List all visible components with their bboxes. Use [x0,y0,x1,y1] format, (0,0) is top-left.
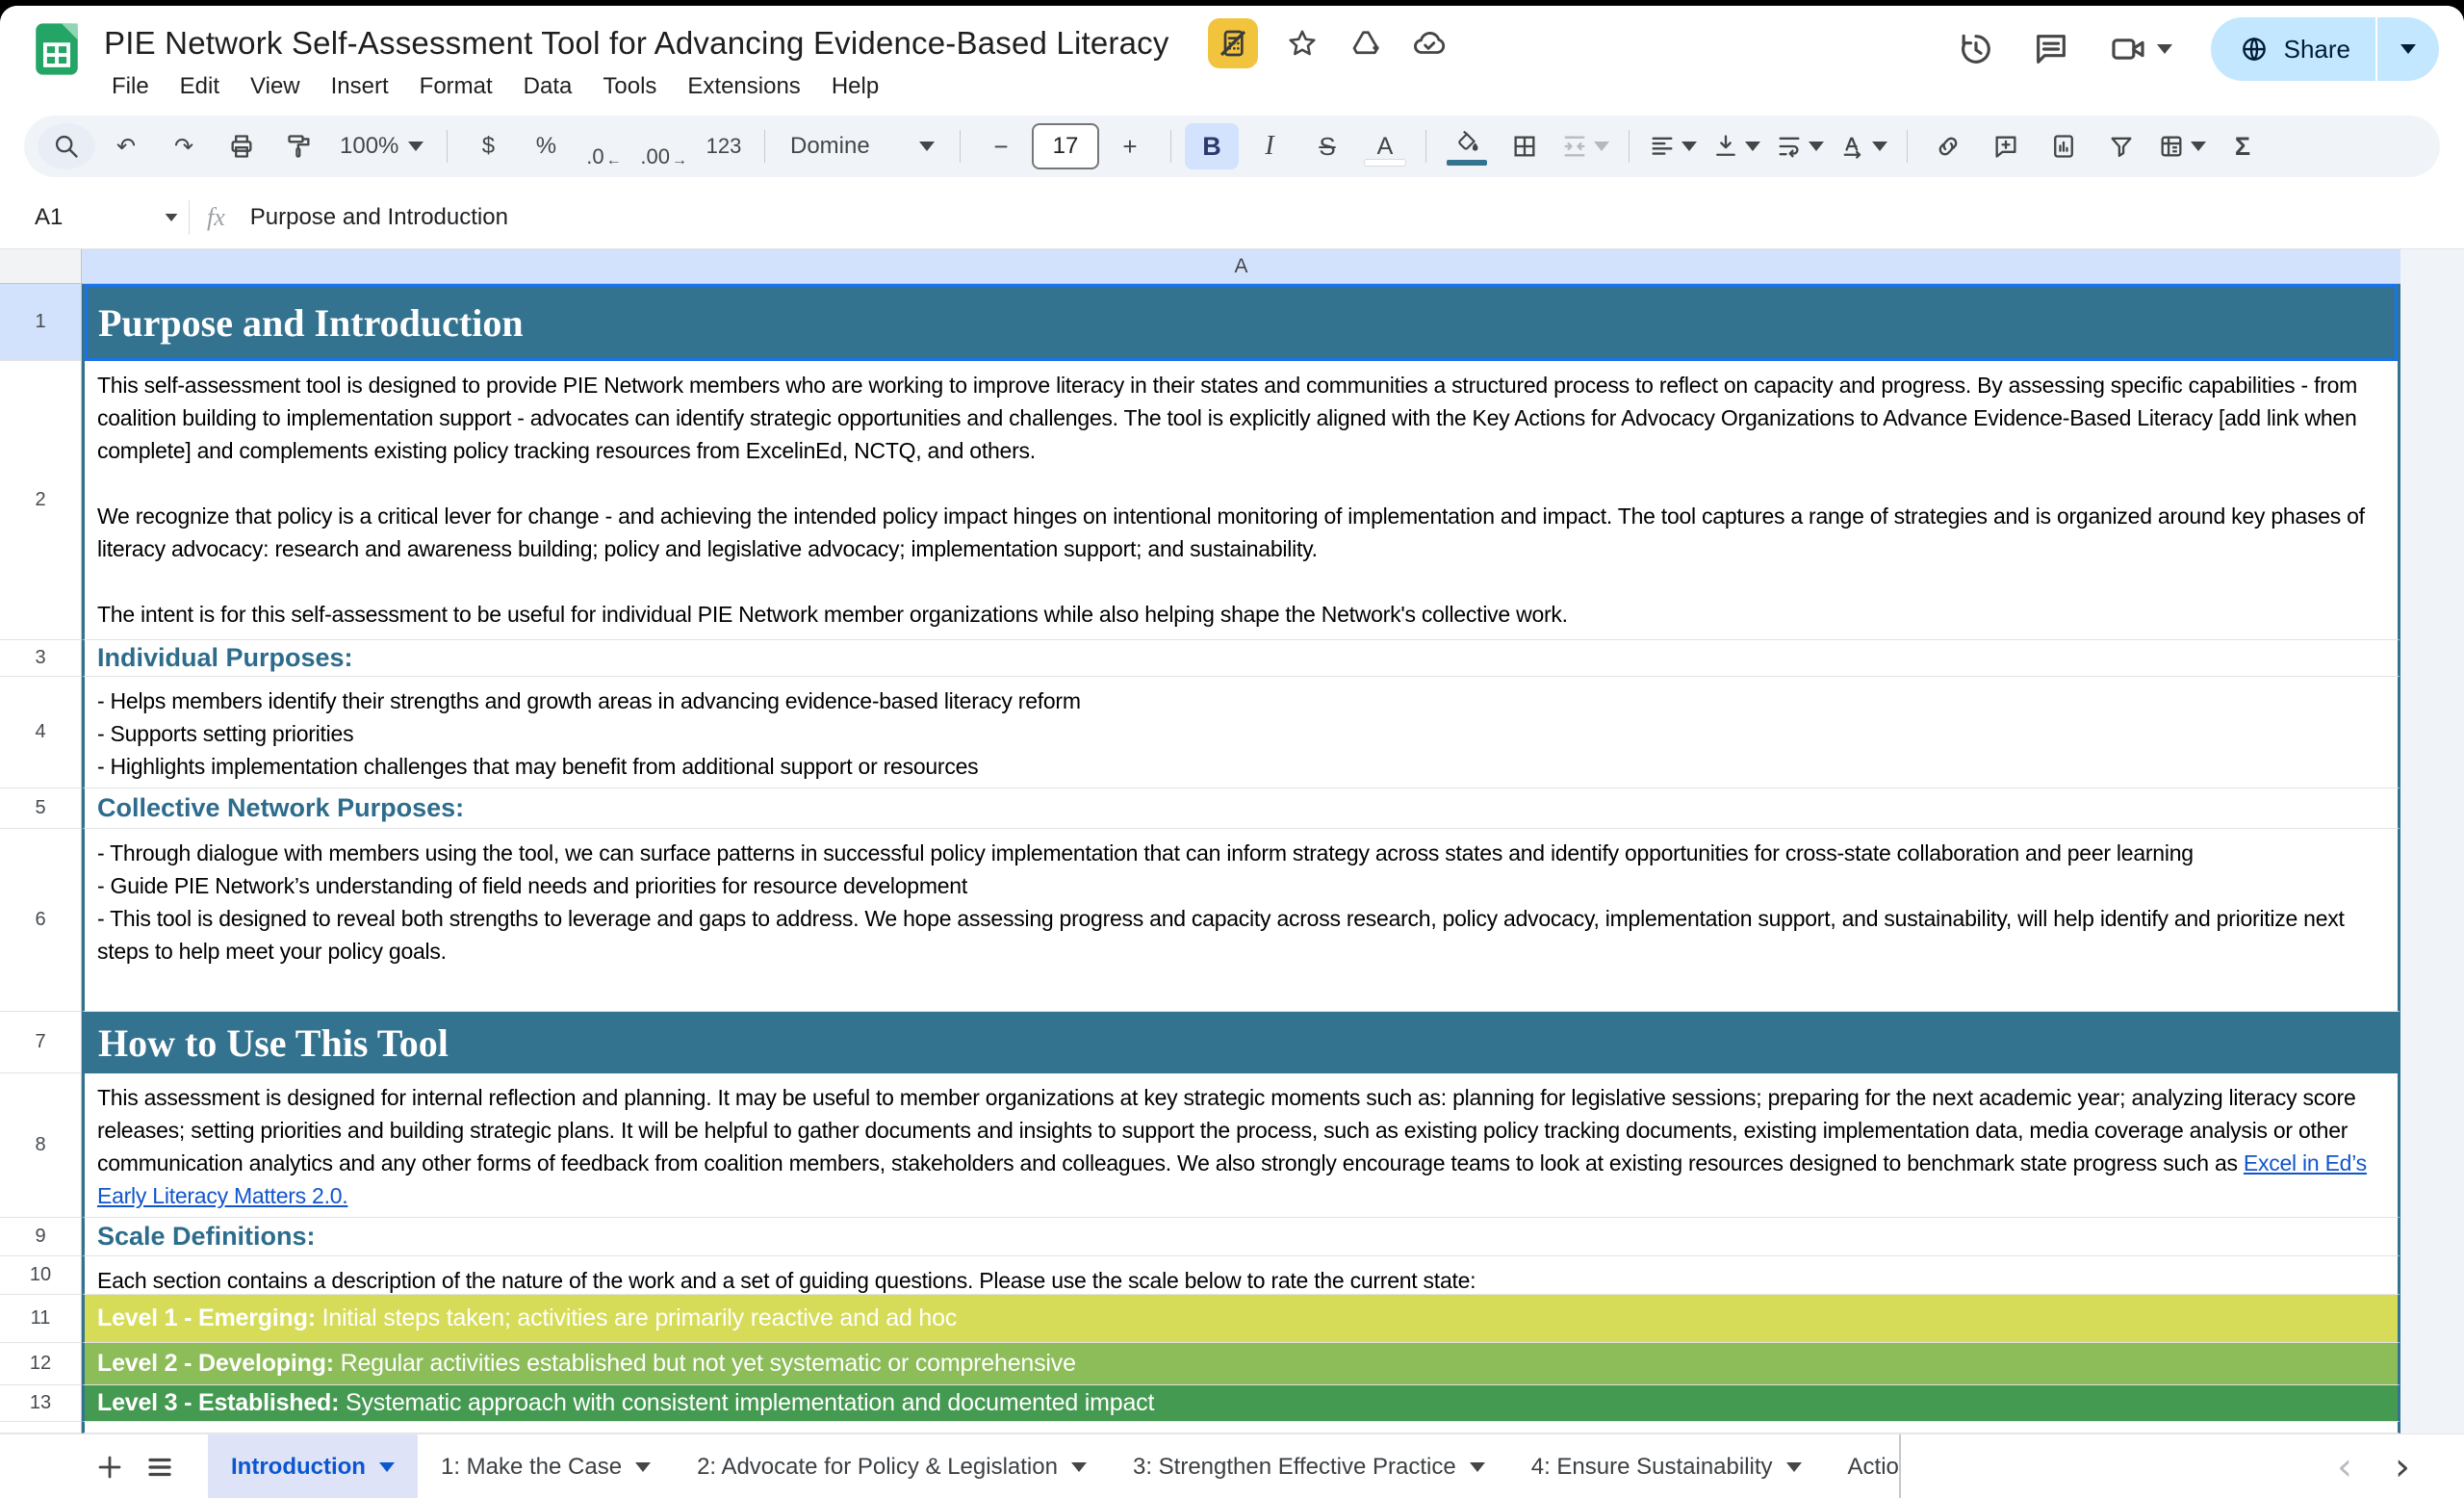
scale-level-description: Regular activities established but not yet systematic or comprehensive [333,1350,1076,1377]
section-text: Scale Definitions: [97,1222,316,1251]
menu-extensions[interactable]: Extensions [687,73,801,99]
format-percent-button[interactable]: % [535,133,557,159]
cell-A13[interactable] [82,1385,2400,1422]
cell-A6[interactable] [82,829,2400,1012]
print-icon[interactable] [215,123,269,169]
menu-file[interactable]: File [112,73,149,99]
cell-A11[interactable] [82,1295,2400,1343]
scroll-tabs-right-icon[interactable]: › [2395,1445,2410,1489]
paragraph: - Supports setting priorities [97,721,354,746]
paragraph: - Through dialogue with members using the tool, we can surface patterns in successful policy implementation that can inform strategy across states and identify opportunities for cross-state collaboration and peer learning [97,840,2194,865]
row-header-7[interactable]: 7 [0,1012,82,1073]
version-history-icon[interactable] [1957,30,1995,68]
sheet-tab-label: 1: Make the Case [440,1454,623,1480]
meet-video-icon[interactable] [2107,30,2174,68]
sheet-tab-label: 3: Strengthen Effective Practice [1132,1454,1456,1480]
row-7 [0,1012,2464,1073]
sheet-tab-actio[interactable] [1825,1434,1901,1498]
bold-button[interactable]: B [1185,123,1239,169]
row-8 [0,1073,2464,1218]
cell-Ax[interactable] [82,1422,2400,1433]
cell-A5[interactable] [82,788,2400,829]
row-header-3[interactable]: 3 [0,640,82,677]
menu-help[interactable]: Help [831,73,880,99]
font-size-input[interactable]: 17 [1032,123,1099,169]
cell-A12[interactable] [82,1343,2400,1385]
italic-button[interactable]: I [1265,131,1274,161]
text-rotation-icon[interactable] [1834,123,1893,169]
all-sheets-menu-button[interactable] [135,1434,185,1498]
text-wrap-icon[interactable] [1770,123,1830,169]
tab-menu-icon[interactable] [1786,1462,1802,1472]
menu-edit[interactable]: Edit [179,73,220,99]
row-header-11[interactable]: 11 [0,1295,82,1343]
zoom-value: 100% [340,133,399,159]
row-header-2[interactable]: 2 [0,361,82,640]
insert-comment-icon[interactable] [1979,123,2033,169]
sheets-logo-icon[interactable] [29,21,85,77]
move-to-drive-icon[interactable] [1347,24,1385,63]
tab-menu-icon[interactable] [635,1462,651,1472]
cell-A2[interactable] [82,361,2400,640]
sheet-tab-label: 2: Advocate for Policy & Legislation [697,1454,1058,1480]
scale-level-description: Systematic approach with consistent implementation and documented impact [339,1389,1155,1416]
share-button[interactable] [2211,17,2375,81]
row-header-1[interactable]: 1 [0,284,82,361]
create-filter-icon[interactable] [2094,123,2148,169]
restricted-calculator-badge-icon [1208,18,1258,68]
font-name: Domine [789,133,870,159]
menu-format[interactable]: Format [419,73,493,99]
fill-color-icon[interactable] [1440,123,1494,169]
strikethrough-button[interactable]: S [1319,131,1336,161]
sheet-tab-label: Introduction [231,1454,366,1480]
row-3 [0,640,2464,677]
functions-button[interactable]: Σ [2234,131,2251,161]
decrease-decimal-button[interactable]: .0 ← [586,144,622,168]
font-select[interactable] [779,123,946,169]
sheet-tab-4-ensure-sustainability[interactable] [1508,1434,1825,1498]
decrease-font-size-button[interactable]: − [993,131,1009,161]
row-1 [0,284,2464,361]
row-header-8[interactable]: 8 [0,1073,82,1218]
paragraph: - Highlights implementation challenges that may benefit from additional support or resources [97,754,979,779]
share-dropdown-button[interactable] [2377,17,2439,81]
star-icon[interactable] [1283,24,1322,63]
row-13 [0,1385,2464,1422]
row-5 [0,788,2464,829]
format-currency-button[interactable]: $ [481,133,496,159]
scale-level-label: Level 2 - Developing: [97,1350,334,1377]
borders-icon[interactable] [1498,123,1552,169]
paragraph: - Helps members identify their strengths and growth areas in advancing evidence-based literacy reform [97,688,1081,713]
row-6 [0,829,2464,1012]
select-all-corner[interactable] [0,249,82,284]
tab-menu-icon[interactable] [1470,1462,1485,1472]
row-2 [0,361,2464,640]
increase-font-size-button[interactable]: + [1122,131,1138,161]
more-formats-button[interactable]: 123 [706,134,742,158]
spreadsheet-grid [0,249,2464,1433]
paragraph: - This tool is designed to reveal both strengths to leverage and gaps to address. We hope assessing progress and capacity across research, policy advocacy, implementation support, and sustainability, will help identify and prioritize next steps to help meet your policy goals. [97,906,2345,964]
paragraph: Each section contains a description of the nature of the work and a set of guiding questions. Please use the scale below to rate the current state: [97,1268,1476,1293]
sheet-tab-3-strengthen-effective-practice[interactable] [1110,1434,1508,1498]
sheet-tab-1-make-the-case[interactable] [418,1434,674,1498]
banner-text: How to Use This Tool [98,1020,449,1065]
name-box[interactable] [0,204,179,231]
insert-chart-icon[interactable] [2037,123,2091,169]
menu-tools[interactable]: Tools [603,73,657,99]
sheet-tab-label: 4: Ensure Sustainability [1530,1454,1773,1480]
cell-A3[interactable] [82,640,2400,677]
column-header-A[interactable]: A [82,249,2400,284]
row-11 [0,1295,2464,1343]
row-header-4[interactable]: 4 [0,677,82,788]
zoom-select[interactable] [330,123,433,169]
cell-A4[interactable] [82,677,2400,788]
sheet-tab-bar [0,1433,2464,1498]
row-10 [0,1256,2464,1295]
row-header-partial[interactable] [0,1422,82,1433]
menu-data[interactable]: Data [523,73,573,99]
app-header [0,6,2464,106]
section-text: Individual Purposes: [97,643,353,672]
scroll-tabs-left-icon[interactable]: ‹ [2337,1445,2352,1489]
add-sheet-button[interactable] [85,1434,135,1498]
formula-bar [0,187,2464,249]
tab-menu-icon[interactable] [1071,1462,1087,1472]
vertical-align-icon[interactable] [1707,123,1766,169]
merge-cells-icon[interactable] [1555,123,1615,169]
scale-level-description: Initial steps taken; activities are primarily reactive and ad hoc [315,1304,958,1331]
row-header-5[interactable]: 5 [0,788,82,829]
search-icon[interactable] [38,123,95,169]
cell-A8[interactable] [82,1073,2400,1218]
section-text: Collective Network Purposes: [97,793,465,822]
row-partial [0,1422,2464,1433]
row-header-13[interactable]: 13 [0,1385,82,1422]
paragraph: - Guide PIE Network’s understanding of field needs and priorities for resource development [97,873,967,898]
active-cell-reference: A1 [35,204,64,230]
scale-level-label: Level 3 - Established: [97,1389,340,1416]
formula-input[interactable]: Purpose and Introduction [249,204,508,230]
cell-A10[interactable] [82,1256,2400,1295]
toolbar [24,116,2440,177]
cell-A9[interactable] [82,1218,2400,1256]
hyperlink-excel-in-ed[interactable]: Excel in Ed’s Early Literacy Matters 2.0. [97,1150,2367,1208]
paragraph: This assessment is designed for internal reflection and planning. It may be useful to member organizations at key strategic moments such as: planning for legislative sessions; preparing for the next academic year; analyzing literacy score releases; setting priorities and building strategic plans. It will be helpful to gather documents and insights to support the process, such as existing policy tracking documents, existing implementation data, media coverage analysis or other communication analytics and any other forms of feedback from coalition members, stakeholders and colleagues. We also strongly encourage teams to look at existing resources designed to benchmark state progress such as Excel in Ed’s Early Literacy Matters 2.0. [97,1085,2367,1208]
scale-level-label: Level 1 - Emerging: [97,1304,316,1331]
menu-view[interactable]: View [250,73,300,99]
paragraph: We recognize that policy is a critical lever for change - and achieving the intended policy impact hinges on intentional monitoring of implementation and impact. The tool captures a range of strategies and is organized around key phases of literacy advocacy: research and awareness building; policy and legislative advocacy; implementation support; and sustainability. [97,504,2365,561]
row-header-12[interactable]: 12 [0,1343,82,1385]
redo-icon[interactable]: ↷ [173,133,194,160]
row-header-9[interactable]: 9 [0,1218,82,1256]
paragraph: This self-assessment tool is designed to provide PIE Network members who are working to improve literacy in their states and communities a structured process to reflect on capacity and progress. By assessing specific capabilities - from coalition building to implementation support - advocates can identify strategic opportunities and challenges. The tool is explicitly aligned with the Key Actions for Advocacy Organizations to Advance Evidence-Based Literacy [add link when complete] and complements existing policy tracking resources from ExcelinEd, NCTQ, and others. [97,373,2358,463]
insert-link-icon[interactable] [1921,123,1975,169]
row-header-10[interactable]: 10 [0,1256,82,1295]
menu-bar [96,69,894,104]
row-12 [0,1343,2464,1385]
horizontal-align-icon[interactable] [1643,123,1703,169]
paragraph: The intent is for this self-assessment to be useful for individual PIE Network member organizations while also helping shape the Network's collective work. [97,602,1568,627]
table-tools-icon[interactable] [2152,123,2212,169]
cell-A1[interactable] [82,284,2400,361]
row-header-6[interactable]: 6 [0,829,82,1012]
cloud-saved-icon [1410,24,1449,63]
fx-icon: fx [207,203,225,231]
sheet-tab-label: Actio [1847,1454,1899,1480]
share-button-group [2211,17,2439,81]
menu-insert[interactable]: Insert [330,73,389,99]
cell-A7[interactable] [82,1012,2400,1073]
sheet-tab-introduction[interactable] [208,1434,418,1498]
banner-text: Purpose and Introduction [98,300,524,345]
comments-icon[interactable] [2032,30,2070,68]
row-9 [0,1218,2464,1256]
document-title[interactable]: PIE Network Self-Assessment Tool for Advancing Evidence-Based Literacy [104,25,1169,61]
sheet-tab-2-advocate-for-policy-legislation[interactable] [674,1434,1110,1498]
tab-menu-icon[interactable] [379,1462,395,1472]
increase-decimal-button[interactable]: .00 → [640,144,687,168]
paint-format-icon[interactable] [272,123,326,169]
text-color-button[interactable]: A [1358,123,1412,169]
row-4 [0,677,2464,788]
undo-icon[interactable]: ↶ [116,133,137,160]
share-globe-icon [2240,35,2269,64]
share-button-label: Share [2283,34,2350,64]
spreadsheet-app-window [0,6,2464,1498]
